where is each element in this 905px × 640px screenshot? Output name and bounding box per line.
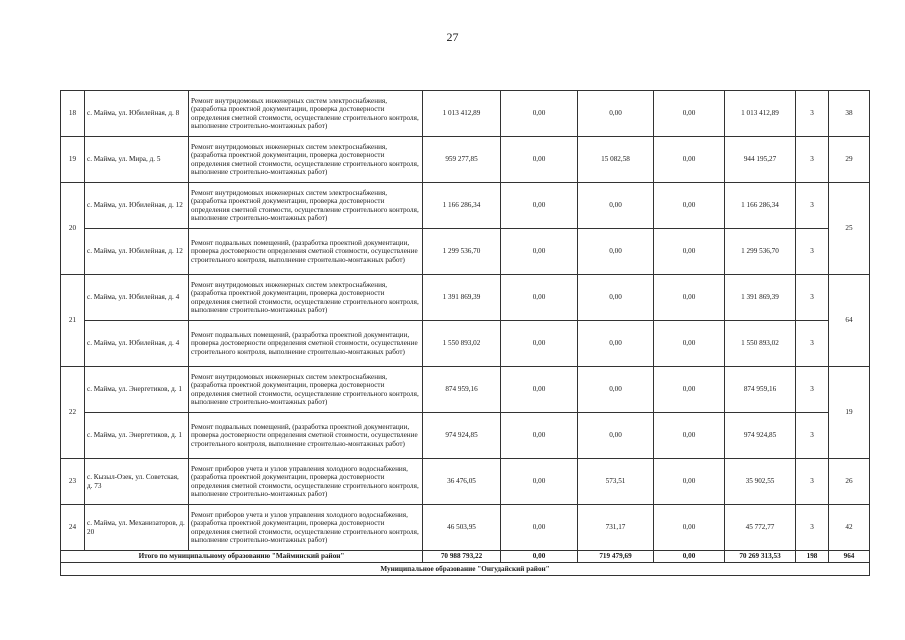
total-per-row-cell: 19 bbox=[829, 367, 870, 459]
value-cell-v4: 0,00 bbox=[654, 321, 725, 367]
row-number-cell: 18 bbox=[61, 91, 85, 137]
value-cell-v1: 1 299 536,70 bbox=[423, 229, 501, 275]
total-per-row-cell: 42 bbox=[829, 505, 870, 551]
total-per-row-cell: 64 bbox=[829, 275, 870, 367]
table-row bbox=[61, 367, 870, 413]
value-cell-v2: 0,00 bbox=[501, 137, 578, 183]
address-cell: с. Майма, ул. Мира, д. 5 bbox=[85, 137, 189, 183]
value-cell-v4: 0,00 bbox=[654, 137, 725, 183]
work-description-cell: Ремонт внутридомовых инженерных систем электроснабжения, (разработка проектной документации, проверка достоверности определения сметной стоимости, осуществление строительного контроля, выполнение строительно-монтажных работ) bbox=[189, 367, 423, 413]
value-cell-v6: 3 bbox=[796, 505, 829, 551]
total-row bbox=[61, 551, 870, 563]
value-cell-v5: 874 959,16 bbox=[725, 367, 796, 413]
value-cell-v5: 944 195,27 bbox=[725, 137, 796, 183]
value-cell-v3: 15 082,58 bbox=[578, 137, 654, 183]
value-cell-v5: 1 299 536,70 bbox=[725, 229, 796, 275]
value-cell-v4: 0,00 bbox=[654, 91, 725, 137]
value-cell-v5: 45 772,77 bbox=[725, 505, 796, 551]
value-cell-v1: 974 924,85 bbox=[423, 413, 501, 459]
section-title-cell: Муниципальное образование "Онгудайский район" bbox=[61, 563, 870, 576]
row-number-cell: 23 bbox=[61, 459, 85, 505]
value-cell-v2: 0,00 bbox=[501, 459, 578, 505]
address-cell: с. Майма, ул. Энергетиков, д. 1 bbox=[85, 367, 189, 413]
value-cell-v4: 0,00 bbox=[654, 275, 725, 321]
total-value-v5: 70 269 313,53 bbox=[725, 551, 796, 563]
total-per-row-cell: 25 bbox=[829, 183, 870, 275]
total-value-v2: 0,00 bbox=[501, 551, 578, 563]
work-description-cell: Ремонт внутридомовых инженерных систем электроснабжения, (разработка проектной документации, проверка достоверности определения сметной стоимости, осуществление строительного контроля, выполнение строительно-монтажных работ) bbox=[189, 137, 423, 183]
total-value-v6: 198 bbox=[796, 551, 829, 563]
value-cell-v2: 0,00 bbox=[501, 367, 578, 413]
value-cell-v2: 0,00 bbox=[501, 183, 578, 229]
value-cell-v6: 3 bbox=[796, 91, 829, 137]
address-cell: с. Майма, ул. Юбилейная, д. 4 bbox=[85, 275, 189, 321]
value-cell-v3: 731,17 bbox=[578, 505, 654, 551]
work-description-cell: Ремонт подвальных помещений, (разработка проектной документации, проверка достоверности определения сметной стоимости, осуществление строительного контроля, выполнение строительно-монтажных работ) bbox=[189, 229, 423, 275]
work-description-cell: Ремонт внутридомовых инженерных систем электроснабжения, (разработка проектной документации, проверка достоверности определения сметной стоимости, осуществление строительного контроля, выполнение строительно-монтажных работ) bbox=[189, 275, 423, 321]
value-cell-v5: 1 166 286,34 bbox=[725, 183, 796, 229]
work-description-cell: Ремонт приборов учета и узлов управления холодного водоснабжения, (разработка проектной документации, проверка достоверности определения сметной стоимости, осуществление строительного контроля, выполнение строительно-монтажных работ) bbox=[189, 505, 423, 551]
table-row bbox=[61, 275, 870, 321]
value-cell-v4: 0,00 bbox=[654, 367, 725, 413]
value-cell-v6: 3 bbox=[796, 413, 829, 459]
table-row bbox=[61, 413, 870, 459]
value-cell-v1: 959 277,85 bbox=[423, 137, 501, 183]
value-cell-v2: 0,00 bbox=[501, 321, 578, 367]
value-cell-v2: 0,00 bbox=[501, 275, 578, 321]
total-per-row-cell: 26 bbox=[829, 459, 870, 505]
value-cell-v1: 46 503,95 bbox=[423, 505, 501, 551]
total-value-last: 964 bbox=[829, 551, 870, 563]
work-description-cell: Ремонт подвальных помещений, (разработка проектной документации, проверка достоверности определения сметной стоимости, осуществление строительного контроля, выполнение строительно-монтажных работ) bbox=[189, 321, 423, 367]
address-cell: с. Кызыл-Озек, ул. Советская, д. 73 bbox=[85, 459, 189, 505]
value-cell-v4: 0,00 bbox=[654, 459, 725, 505]
value-cell-v3: 0,00 bbox=[578, 229, 654, 275]
address-cell: с. Майма, ул. Юбилейная, д. 12 bbox=[85, 229, 189, 275]
value-cell-v4: 0,00 bbox=[654, 183, 725, 229]
section-title-row bbox=[61, 563, 870, 576]
value-cell-v6: 3 bbox=[796, 459, 829, 505]
capital-repair-table bbox=[60, 90, 870, 576]
value-cell-v3: 0,00 bbox=[578, 413, 654, 459]
value-cell-v6: 3 bbox=[796, 275, 829, 321]
address-cell: с. Майма, ул. Энергетиков, д. 1 bbox=[85, 413, 189, 459]
value-cell-v1: 1 391 869,39 bbox=[423, 275, 501, 321]
total-value-v3: 719 479,69 bbox=[578, 551, 654, 563]
table-row bbox=[61, 229, 870, 275]
value-cell-v4: 0,00 bbox=[654, 229, 725, 275]
work-description-cell: Ремонт внутридомовых инженерных систем электроснабжения, (разработка проектной документации, проверка достоверности определения сметной стоимости, осуществление строительного контроля, выполнение строительно-монтажных работ) bbox=[189, 91, 423, 137]
value-cell-v1: 1 166 286,34 bbox=[423, 183, 501, 229]
value-cell-v3: 573,51 bbox=[578, 459, 654, 505]
value-cell-v3: 0,00 bbox=[578, 367, 654, 413]
address-cell: с. Майма, ул. Юбилейная, д. 8 bbox=[85, 91, 189, 137]
value-cell-v1: 1 550 893,02 bbox=[423, 321, 501, 367]
value-cell-v2: 0,00 bbox=[501, 229, 578, 275]
table-row bbox=[61, 91, 870, 137]
value-cell-v6: 3 bbox=[796, 367, 829, 413]
value-cell-v1: 1 013 412,89 bbox=[423, 91, 501, 137]
value-cell-v4: 0,00 bbox=[654, 413, 725, 459]
address-cell: с. Майма, ул. Юбилейная, д. 4 bbox=[85, 321, 189, 367]
value-cell-v6: 3 bbox=[796, 321, 829, 367]
table-row bbox=[61, 505, 870, 551]
value-cell-v1: 36 476,05 bbox=[423, 459, 501, 505]
value-cell-v6: 3 bbox=[796, 137, 829, 183]
row-number-cell: 24 bbox=[61, 505, 85, 551]
table-row bbox=[61, 183, 870, 229]
value-cell-v2: 0,00 bbox=[501, 91, 578, 137]
value-cell-v2: 0,00 bbox=[501, 505, 578, 551]
table-row bbox=[61, 137, 870, 183]
value-cell-v3: 0,00 bbox=[578, 321, 654, 367]
row-number-cell: 19 bbox=[61, 137, 85, 183]
address-cell: с. Майма, ул. Механизаторов, д. 20 bbox=[85, 505, 189, 551]
value-cell-v5: 1 550 893,02 bbox=[725, 321, 796, 367]
row-number-cell: 22 bbox=[61, 367, 85, 459]
total-per-row-cell: 38 bbox=[829, 91, 870, 137]
value-cell-v6: 3 bbox=[796, 183, 829, 229]
table-row bbox=[61, 321, 870, 367]
work-description-cell: Ремонт подвальных помещений, (разработка проектной документации, проверка достоверности определения сметной стоимости, осуществление строительного контроля, выполнение строительно-монтажных работ) bbox=[189, 413, 423, 459]
work-description-cell: Ремонт приборов учета и узлов управления холодного водоснабжения, (разработка проектной документации, проверка достоверности определения сметной стоимости, осуществление строительного контроля, выполнение строительно-монтажных работ) bbox=[189, 459, 423, 505]
value-cell-v1: 874 959,16 bbox=[423, 367, 501, 413]
value-cell-v5: 35 902,55 bbox=[725, 459, 796, 505]
page-number: 27 bbox=[446, 30, 459, 44]
value-cell-v3: 0,00 bbox=[578, 183, 654, 229]
row-number-cell: 21 bbox=[61, 275, 85, 367]
value-cell-v5: 974 924,85 bbox=[725, 413, 796, 459]
work-description-cell: Ремонт внутридомовых инженерных систем электроснабжения, (разработка проектной документации, проверка достоверности определения сметной стоимости, осуществление строительного контроля, выполнение строительно-монтажных работ) bbox=[189, 183, 423, 229]
value-cell-v3: 0,00 bbox=[578, 91, 654, 137]
value-cell-v6: 3 bbox=[796, 229, 829, 275]
table-row bbox=[61, 459, 870, 505]
total-value-v4: 0,00 bbox=[654, 551, 725, 563]
row-number-cell: 20 bbox=[61, 183, 85, 275]
total-label-cell: Итого по муниципальному образованию "Майминский район" bbox=[61, 551, 423, 563]
total-per-row-cell: 29 bbox=[829, 137, 870, 183]
value-cell-v5: 1 013 412,89 bbox=[725, 91, 796, 137]
value-cell-v3: 0,00 bbox=[578, 275, 654, 321]
value-cell-v4: 0,00 bbox=[654, 505, 725, 551]
value-cell-v5: 1 391 869,39 bbox=[725, 275, 796, 321]
value-cell-v2: 0,00 bbox=[501, 413, 578, 459]
total-value-v1: 70 988 793,22 bbox=[423, 551, 501, 563]
table-body bbox=[61, 91, 870, 576]
address-cell: с. Майма, ул. Юбилейная, д. 12 bbox=[85, 183, 189, 229]
